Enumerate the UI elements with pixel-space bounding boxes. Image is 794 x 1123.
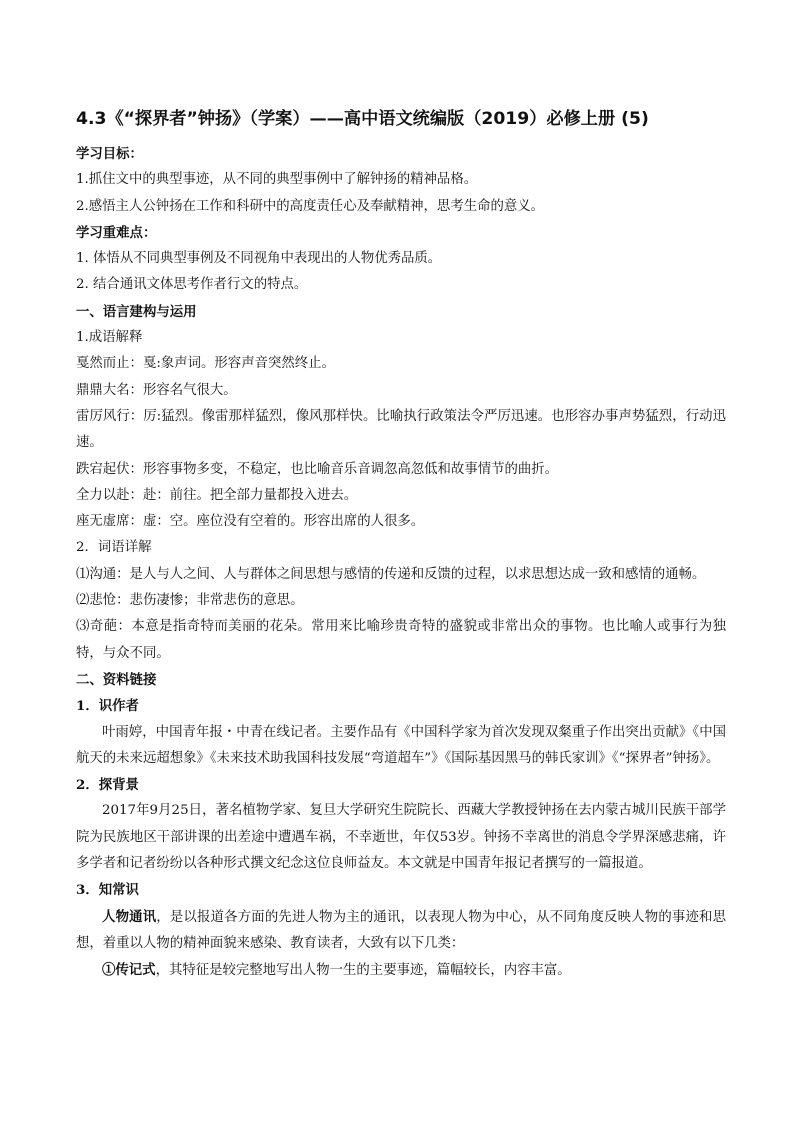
objective-item: 1.抓住文中的典型事迹，从不同的典型事例中了解钟扬的精神品格。	[76, 172, 478, 188]
words-heading: 2．词语详解	[76, 540, 152, 556]
knowledge-paragraph	[76, 904, 726, 958]
idiom-item: 雷厉风行：厉:猛烈。像雷那样猛烈，像风那样快。比喻执行政策法令严厉迅速。也形容办事声势猛烈，行动迅速。	[76, 408, 726, 451]
section2-heading: 二、资料链接	[76, 671, 157, 688]
type1-text: ，其特征是较完整地写出人物一生的主要事迹，篇幅较长，内容丰富。	[155, 963, 571, 979]
author-heading: 1．识作者	[76, 698, 139, 715]
keypoint-item: 1. 体悟从不同典型事例及不同视角中表现出的人物优秀品质。	[76, 251, 442, 267]
idiom-item: 鼎鼎大名：形容名气很大。	[76, 382, 237, 398]
section1-heading: 一、语言建构与运用	[76, 303, 197, 320]
knowledge-term: 人物通讯	[102, 908, 157, 925]
knowledge-heading: 3．知常识	[76, 882, 139, 899]
type1-term: ①传记式	[102, 962, 156, 979]
document-title: 4.3《“探界者”钟扬》（学案）——高中语文统编版（2019）必修上册 (5)	[76, 109, 649, 129]
keypoints-heading: 学习重难点：	[76, 224, 157, 241]
background-heading: 2．探背景	[76, 777, 139, 794]
idiom-item: 戛然而止：戛:象声词。形容声音突然终止。	[76, 356, 335, 372]
objectives-heading: 学习目标：	[76, 146, 143, 162]
idioms-heading: 1.成语解释	[76, 330, 143, 346]
word-item: ⑴沟通：是人与人之间、人与群体之间思想与感情的传递和反馈的过程，以求思想达成一致和感情的通畅。	[76, 566, 706, 582]
word-item: ⑵悲怆：悲伤凄惨；非常悲伤的意思。	[76, 593, 304, 609]
knowledge-text: ，是以报道各方面的先进人物为主的通讯，以表现人物为中心，从不同角度反映人物的事迹和思想，着重以人物的精神面貌来感染、教育读者，大致有以下几类：	[76, 909, 727, 951]
document-body	[76, 141, 726, 985]
idiom-item: 座无虚席：虚：空。座位没有空着的。形容出席的人很多。	[76, 514, 425, 530]
word-item: ⑶奇葩：本意是指奇特而美丽的花朵。常用来比喻珍贵奇特的盛貌或非常出众的事物。也比喻人或事行为独特，与众不同。	[76, 619, 726, 661]
idiom-item: 跌宕起伏：形容事物多变，不稳定，也比喻音乐音调忽高忽低和故事情节的曲折。	[76, 461, 559, 477]
background-paragraph: 2017年9月25日，著名植物学家、复旦大学研究生院院长、西藏大学教授钟扬在去内蒙古城川民族干部学院为民族地区干部讲课的出差途中遭遇车祸，不幸逝世，年仅53岁。钟扬不幸离世的消息令学界深感悲痛，许多学者和记者纷纷以各种形式撰文纪念这位良师益友。本文就是中国青年报记者撰写的一篇报道。	[76, 803, 726, 872]
author-paragraph: 叶雨婷，中国青年报・中青在线记者。主要作品有《中国科学家为首次发现双粲重子作出突出贡献》《中国航天的未来远超想象》《未来技术助我国科技发展“弯道超车”》《国际基因黑马的韩氏家训》《“探界者”钟扬》。	[76, 724, 726, 766]
objective-item: 2.感悟主人公钟扬在工作和科研中的高度责任心及奉献精神，思考生命的意义。	[76, 198, 545, 214]
keypoint-item: 2. 结合通讯文体思考作者行文的特点。	[76, 277, 308, 293]
idiom-item: 全力以赴：赴：前往。把全部力量都投入进去。	[76, 487, 358, 503]
type1-paragraph	[76, 957, 726, 984]
